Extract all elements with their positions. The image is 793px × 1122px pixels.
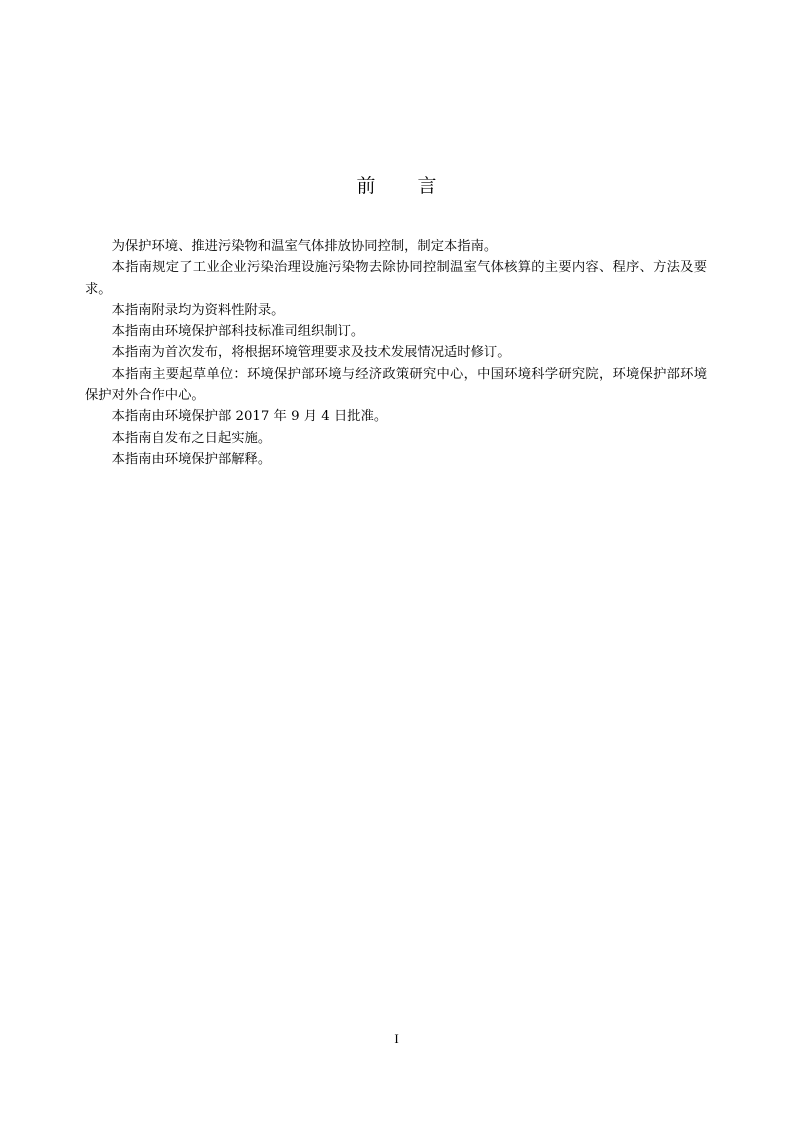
paragraph-purpose: 为保护环境、推进污染物和温室气体排放协同控制，制定本指南。	[111, 239, 498, 254]
page-number: I	[394, 1031, 399, 1046]
paragraph-first-release: 本指南为首次发布，将根据环境管理要求及技术发展情况适时修订。	[111, 345, 511, 361]
paragraph-effective: 本指南自发布之日起实施。	[111, 430, 272, 446]
paragraph-drafters: 本指南主要起草单位：环境保护部环境与经济政策研究中心，中国环境科学研究院，环境保护部环境保护对外合作中心。	[85, 366, 707, 404]
paragraph-interpretation: 本指南由环境保护部解释。	[111, 451, 272, 467]
paragraph-organizer: 本指南由环境保护部科技标准司组织制订。	[111, 324, 365, 340]
paragraph-appendix: 本指南附录均为资料性附录。	[111, 302, 285, 318]
paragraph-scope: 本指南规定了工业企业污染治理设施污染物去除协同控制温室气体核算的主要内容、程序、方法及要求。	[85, 260, 707, 297]
paragraph-approval: 本指南由环境保护部 2017 年 9 月 4 日批准。	[111, 409, 388, 425]
preface-body	[85, 236, 707, 470]
page-title: 前 言	[356, 175, 455, 197]
